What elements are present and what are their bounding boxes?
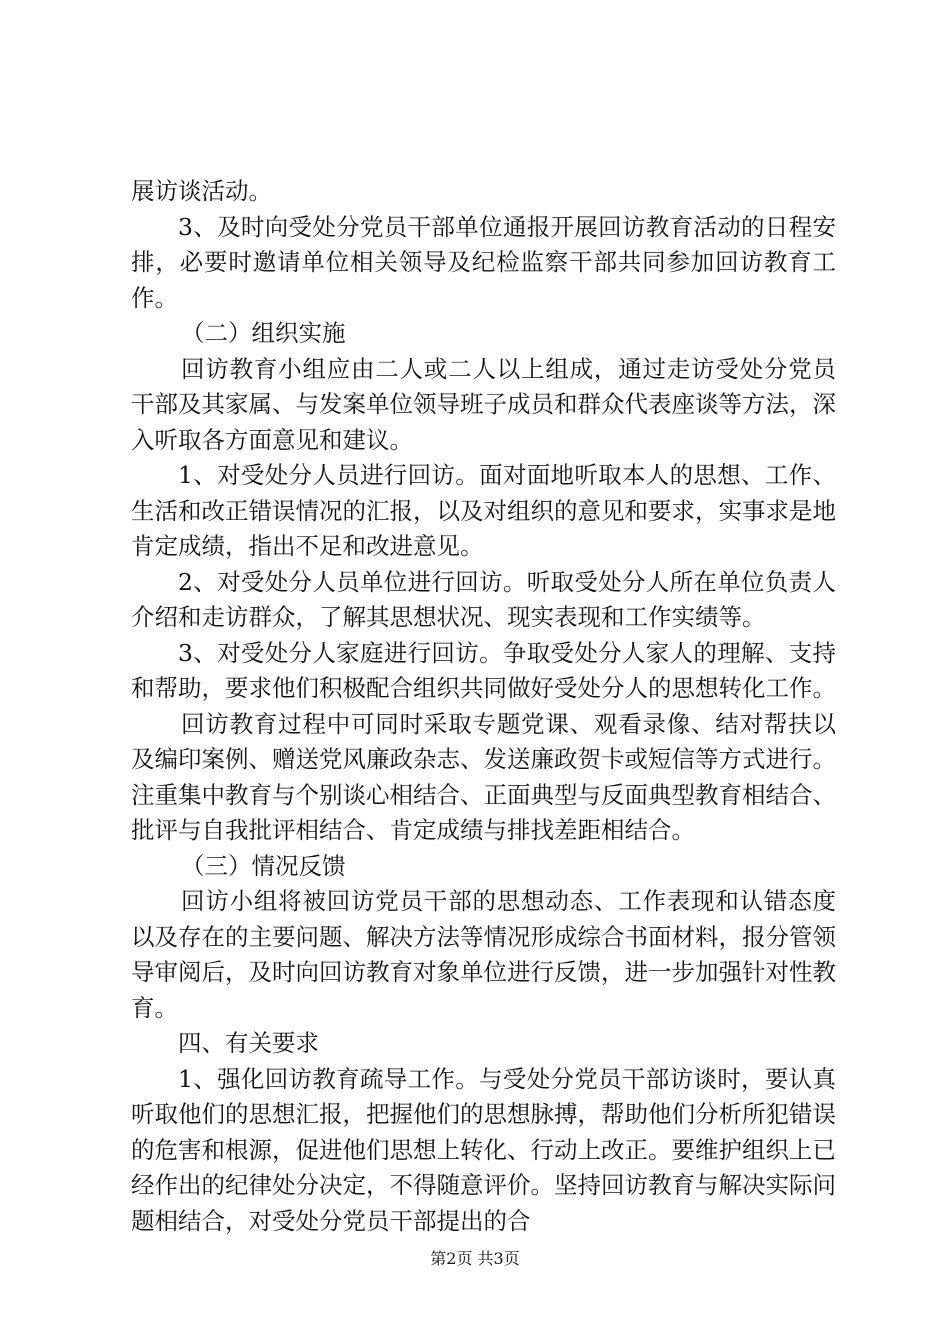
- paragraph: 2、对受处分人员单位进行回访。听取受处分人所在单位负责人介绍和走访群众，了解其思想状况、现实表现和工作实绩等。: [131, 567, 836, 631]
- paragraph: 展访谈活动。: [131, 177, 272, 205]
- paragraph: 3、对受处分人家庭进行回访。争取受处分人家人的理解、支持和帮助，要求他们积极配合组织共同做好受处分人的思想转化工作。: [131, 638, 836, 702]
- document-body: [131, 174, 836, 1239]
- section-heading: （三）情况反馈: [181, 851, 346, 880]
- paragraph: 1、强化回访教育疏导工作。与受处分党员干部访谈时，要认真听取他们的思想汇报，把握他们的思想脉搏，帮助他们分析所犯错误的危害和根源，促进他们思想上转化、行动上改正。要维护组织上已经作出的纪律处分决定，不得随意评价。坚持回访教育与解决实际问题相结合，对受处分党员干部提出的合: [131, 1064, 836, 1235]
- paragraph: 3、及时向受处分党员干部单位通报开展回访教育活动的日程安排，必要时邀请单位相关领导及纪检监察干部共同参加回访教育工作。: [131, 212, 836, 312]
- section-heading: 四、有关要求: [178, 1029, 319, 1057]
- page-number-footer: 第2页 共3页: [430, 1249, 520, 1268]
- paragraph: 回访教育过程中可同时采取专题党课、观看录像、结对帮扶以及编印案例、赠送党风廉政杂志、发送廉政贺卡或短信等方式进行。注重集中教育与个别谈心相结合、正面典型与反面典型教育相结合、批评与自我批评相结合、肯定成绩与排找差距相结合。: [131, 709, 836, 844]
- section-heading: （二）组织实施: [181, 319, 346, 347]
- paragraph: 1、对受处分人员进行回访。面对面地听取本人的思想、工作、生活和改正错误情况的汇报，以及对组织的意见和要求，实事求是地肯定成绩，指出不足和改进意见。: [131, 461, 836, 560]
- paragraph: 回访教育小组应由二人或二人以上组成，通过走访受处分党员干部及其家属、与发案单位领导班子成员和群众代表座谈等方法，深入听取各方面意见和建议。: [131, 354, 836, 454]
- paragraph: 回访小组将被回访党员干部的思想动态、工作表现和认错态度以及存在的主要问题、解决方法等情况形成综合书面材料，报分管领导审阅后，及时向回访教育对象单位进行反馈，进一步加强针对性教育。: [131, 887, 836, 1022]
